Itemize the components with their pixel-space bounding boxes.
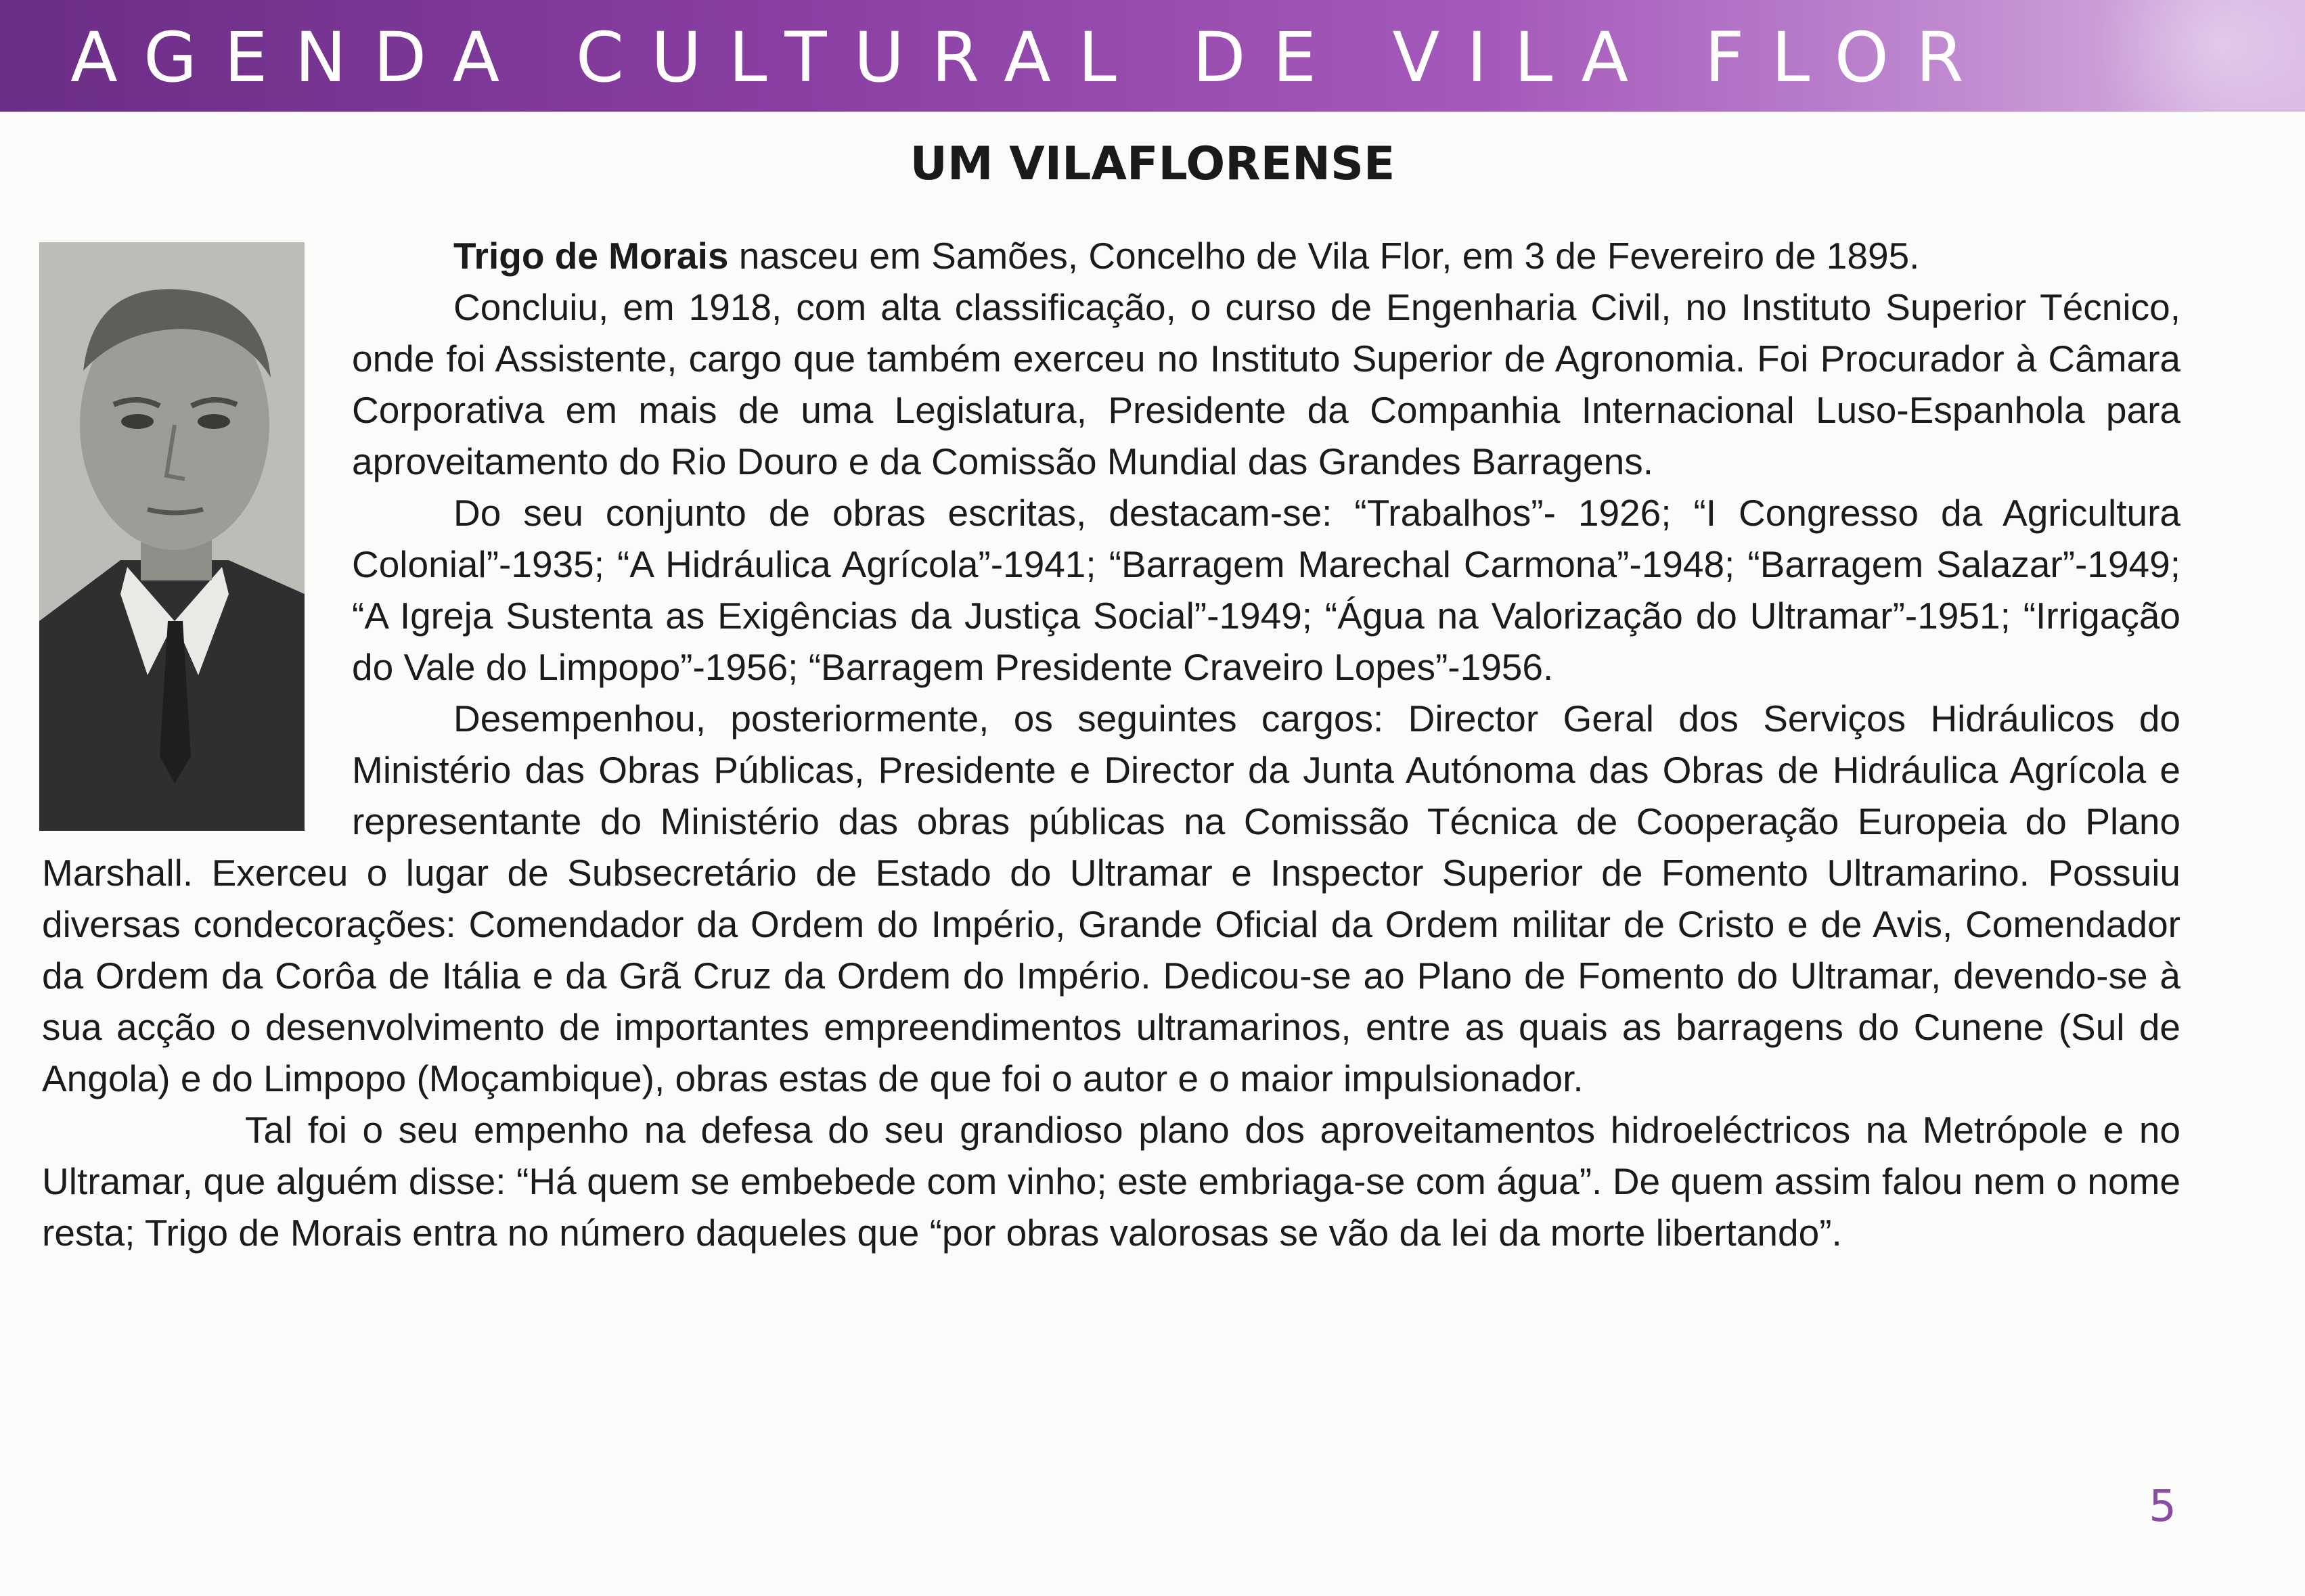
page-number: 5 xyxy=(2149,1482,2176,1532)
paragraph-5: Tal foi o seu empenho na defesa do seu grandioso plano dos aproveitamentos hidroeléctricos na Metrópole e no Ultramar, que alguém disse: “Há quem se embebede com vinho; este embriaga-se com água”. De quem assim falou nem o nome resta; Trigo de Morais entra no número daqueles que “por obras valorosas se vão da lei da morte libertando”. xyxy=(42,1109,2180,1254)
person-name: Trigo de Morais xyxy=(453,235,729,277)
paragraph-1-text: nasceu em Samões, Concelho de Vila Flor, em 3 de Fevereiro de 1895. xyxy=(728,235,1920,277)
paragraph-3: Do seu conjunto de obras escritas, destacam-se: “Trabalhos”- 1926; “I Congresso da Agricultura Colonial”-1935; “A Hidráulica Agrícola”-1941; “Barragem Marechal Carmona”-1948; “Barragem Salazar”-1949; “A Igreja Sustenta as Exigências da Justiça Social”-1949; “Água na Valorização do Ultramar”-1951; “Irrigação do Vale do Limpopo”-1956; “Barragem Presidente Craveiro Lopes”-1956. xyxy=(352,492,2180,688)
banner-decoration xyxy=(2021,0,2305,112)
paragraph-1 xyxy=(42,230,2180,281)
article-body xyxy=(42,230,2180,1258)
article-heading: UM VILAFLORENSE xyxy=(910,137,1395,191)
paragraph-4: Desempenhou, posteriormente, os seguintes cargos: Director Geral dos Serviços Hidráulicos do Ministério das Obras Públicas, Presidente e Director da Junta Autónoma das Obras de Hidráulica Agrícola e representante do Ministério das obras públicas na Comissão Técnica de Cooperação Europeia do Plano Marshall. Exerceu o lugar de Subsecretário de Estado do Ultramar e Inspector Superior de Fomento Ultramarino. Possuiu diversas condecorações: Comendador da Ordem do Império, Grande Oficial da Ordem militar de Cristo e de Avis, Comendador da Ordem da Corôa de Itália e da Grã Cruz da Ordem do Império. Dedicou-se ao Plano de Fomento do Ultramar, devendo-se à sua acção o desenvolvimento de importantes empreendimentos ultramarinos, entre as quais as barragens do Cunene (Sul de Angola) e do Limpopo (Moçambique), obras estas de que foi o autor e o maior impulsionador. xyxy=(42,698,2180,1099)
banner-title: AGENDA CULTURAL DE VILA FLOR xyxy=(70,18,1991,98)
paragraph-2: Concluiu, em 1918, com alta classificação, o curso de Engenharia Civil, no Instituto Superior Técnico, onde foi Assistente, cargo que também exerceu no Instituto Superior de Agronomia. Foi Procurador à Câmara Corporativa em mais de uma Legislatura, Presidente da Companhia Internacional Luso-Espanhola para aproveitamento do Rio Douro e da Comissão Mundial das Grandes Barragens. xyxy=(352,286,2180,482)
header-banner xyxy=(0,0,2305,112)
portrait-spacer xyxy=(42,230,352,825)
